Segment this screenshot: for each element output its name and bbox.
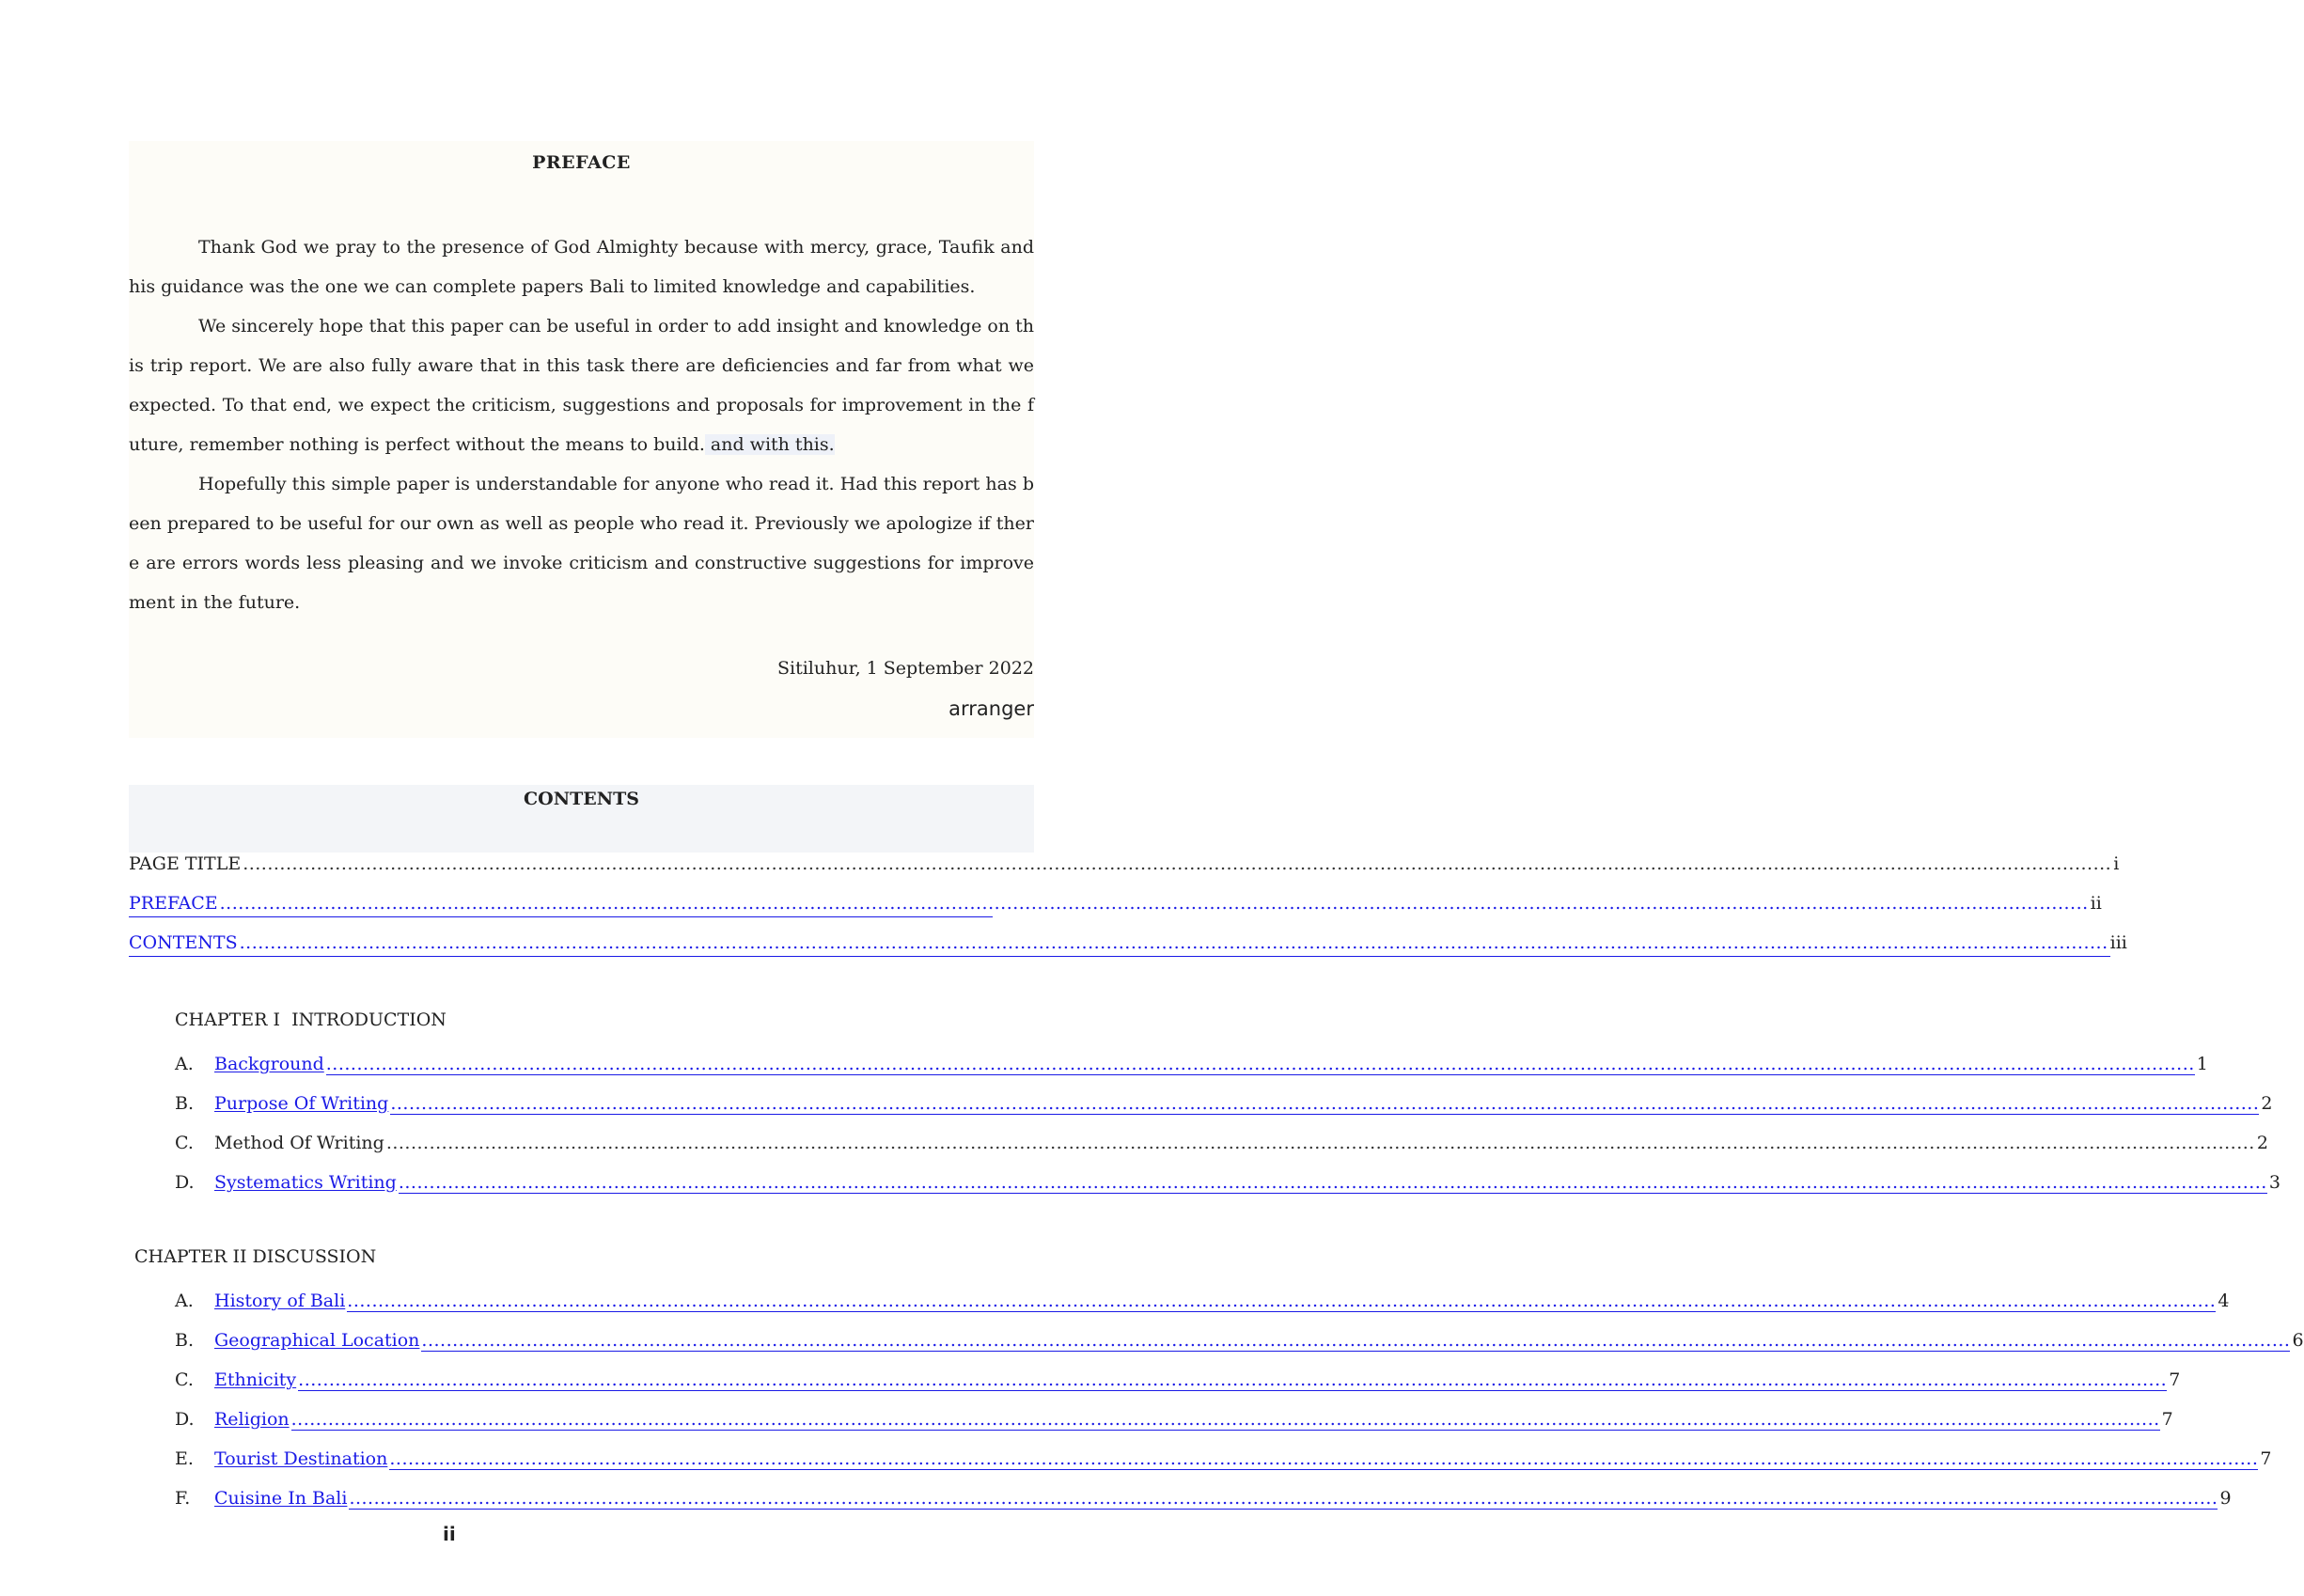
preface-paragraph-2	[129, 306, 1034, 464]
toc-page-number: i	[2113, 853, 2120, 874]
toc-leader	[243, 850, 2111, 878]
toc-link[interactable]: Cuisine In Bali	[214, 1488, 348, 1509]
toc-label: PAGE TITLE	[129, 853, 242, 874]
preface-paragraph-1: Thank God we pray to the presence of God Almighty because with mercy, grace, Taufik and his guidance was the one we can complete papers Bali to limited knowledge and capabilities.	[129, 237, 1034, 297]
toc-page-number: 1	[2196, 1054, 2208, 1074]
highlighted-text: and with this.	[704, 434, 835, 455]
toc-letter: A.	[175, 1054, 194, 1074]
preface-title: PREFACE	[532, 152, 631, 173]
toc-entry[interactable]	[175, 1445, 2272, 1473]
toc-entry[interactable]	[175, 1366, 2181, 1394]
toc-letter: D.	[175, 1409, 195, 1430]
toc-letter: E.	[175, 1448, 194, 1469]
toc-page-number: 2	[2256, 1133, 2268, 1153]
page-number: ii	[443, 1523, 456, 1545]
toc-letter: A.	[175, 1291, 194, 1311]
toc-letter: C.	[175, 1133, 194, 1153]
toc-link[interactable]: History of Bali	[214, 1291, 346, 1311]
toc-leader	[390, 1089, 2259, 1115]
toc-link[interactable]: Geographical Location	[214, 1330, 420, 1351]
toc-entry-contents[interactable]	[129, 929, 2127, 957]
toc-entry[interactable]	[175, 1484, 2232, 1512]
toc-entry[interactable]	[175, 1168, 2280, 1197]
toc-entry[interactable]	[175, 1326, 2304, 1354]
toc-page-number: 7	[2169, 1369, 2181, 1390]
preface-paragraph-3: Hopefully this simple paper is understandable for anyone who read it. Had this report has been prepared to be useful for our own as well as people who read it. Previously we apologize if there are errors words less pleasing and we invoke criticism and constructive suggestions for improvement in the future.	[129, 474, 1034, 613]
toc-page-number: 2	[2261, 1093, 2273, 1114]
toc-label: Method Of Writing	[214, 1133, 384, 1153]
toc-leader	[347, 1287, 2216, 1312]
toc-link[interactable]: PREFACE	[129, 893, 218, 914]
chapter-1-title: CHAPTER I INTRODUCTION	[175, 1009, 447, 1030]
toc-page-number: iii	[2109, 932, 2127, 953]
signature: arranger	[948, 697, 1034, 720]
toc-leader	[291, 1405, 2160, 1431]
toc-page-number: ii	[2090, 893, 2102, 914]
toc-leader	[326, 1050, 2195, 1075]
toc-leader	[240, 929, 2108, 956]
toc-leader	[421, 1326, 2290, 1352]
toc-entry-page-title	[129, 850, 2120, 878]
toc-letter: B.	[175, 1330, 195, 1351]
preface-section	[129, 141, 1034, 738]
toc-entry[interactable]	[175, 1405, 2173, 1433]
toc-leader	[386, 1129, 2255, 1157]
date-line: Sitiluhur, 1 September 2022	[777, 658, 1034, 679]
toc-letter: C.	[175, 1369, 194, 1390]
toc-link[interactable]: Background	[214, 1054, 324, 1074]
toc-leader	[349, 1484, 2218, 1510]
toc-page-number: 7	[2260, 1448, 2272, 1469]
toc-leader	[399, 1168, 2267, 1194]
contents-title: CONTENTS	[524, 789, 639, 809]
toc-page-number: 7	[2161, 1409, 2173, 1430]
toc-link[interactable]: Ethnicity	[214, 1369, 297, 1390]
toc-page-number: 4	[2218, 1291, 2230, 1311]
toc-link[interactable]: Religion	[214, 1409, 290, 1430]
toc-page-number: 9	[2219, 1488, 2232, 1509]
toc-entry[interactable]	[175, 1287, 2230, 1315]
toc-leader	[389, 1445, 2258, 1470]
toc-page-number: 6	[2292, 1330, 2304, 1351]
toc-page-number: 3	[2268, 1172, 2280, 1193]
toc-entry[interactable]	[175, 1089, 2273, 1118]
toc-entry	[175, 1129, 2268, 1157]
toc-leader	[220, 889, 2089, 917]
toc-letter: B.	[175, 1093, 195, 1114]
contents-header	[129, 785, 1034, 853]
toc-link-wrap[interactable]	[129, 929, 2110, 957]
toc-link[interactable]: Purpose Of Writing	[214, 1093, 389, 1114]
chapter-2-title: CHAPTER II DISCUSSION	[134, 1246, 377, 1267]
toc-link[interactable]: CONTENTS	[129, 932, 238, 953]
toc-letter: F.	[175, 1488, 191, 1509]
toc-link[interactable]: Systematics Writing	[214, 1172, 397, 1193]
toc-leader	[298, 1366, 2167, 1391]
toc-link[interactable]: Tourist Destination	[214, 1448, 388, 1469]
toc-entry-preface[interactable]	[129, 889, 2102, 917]
toc-letter: D.	[175, 1172, 195, 1193]
preface-paragraph-2-text: We sincerely hope that this paper can be useful in order to add insight and knowledge on this trip report. We are also fully aware that in this task there are deficiencies and far from what we expected. To that end, we expect the criticism, suggestions and proposals for improvement in the future, remember nothing is perfect without the means to build.	[129, 316, 1034, 455]
toc-entry[interactable]	[175, 1050, 2208, 1078]
